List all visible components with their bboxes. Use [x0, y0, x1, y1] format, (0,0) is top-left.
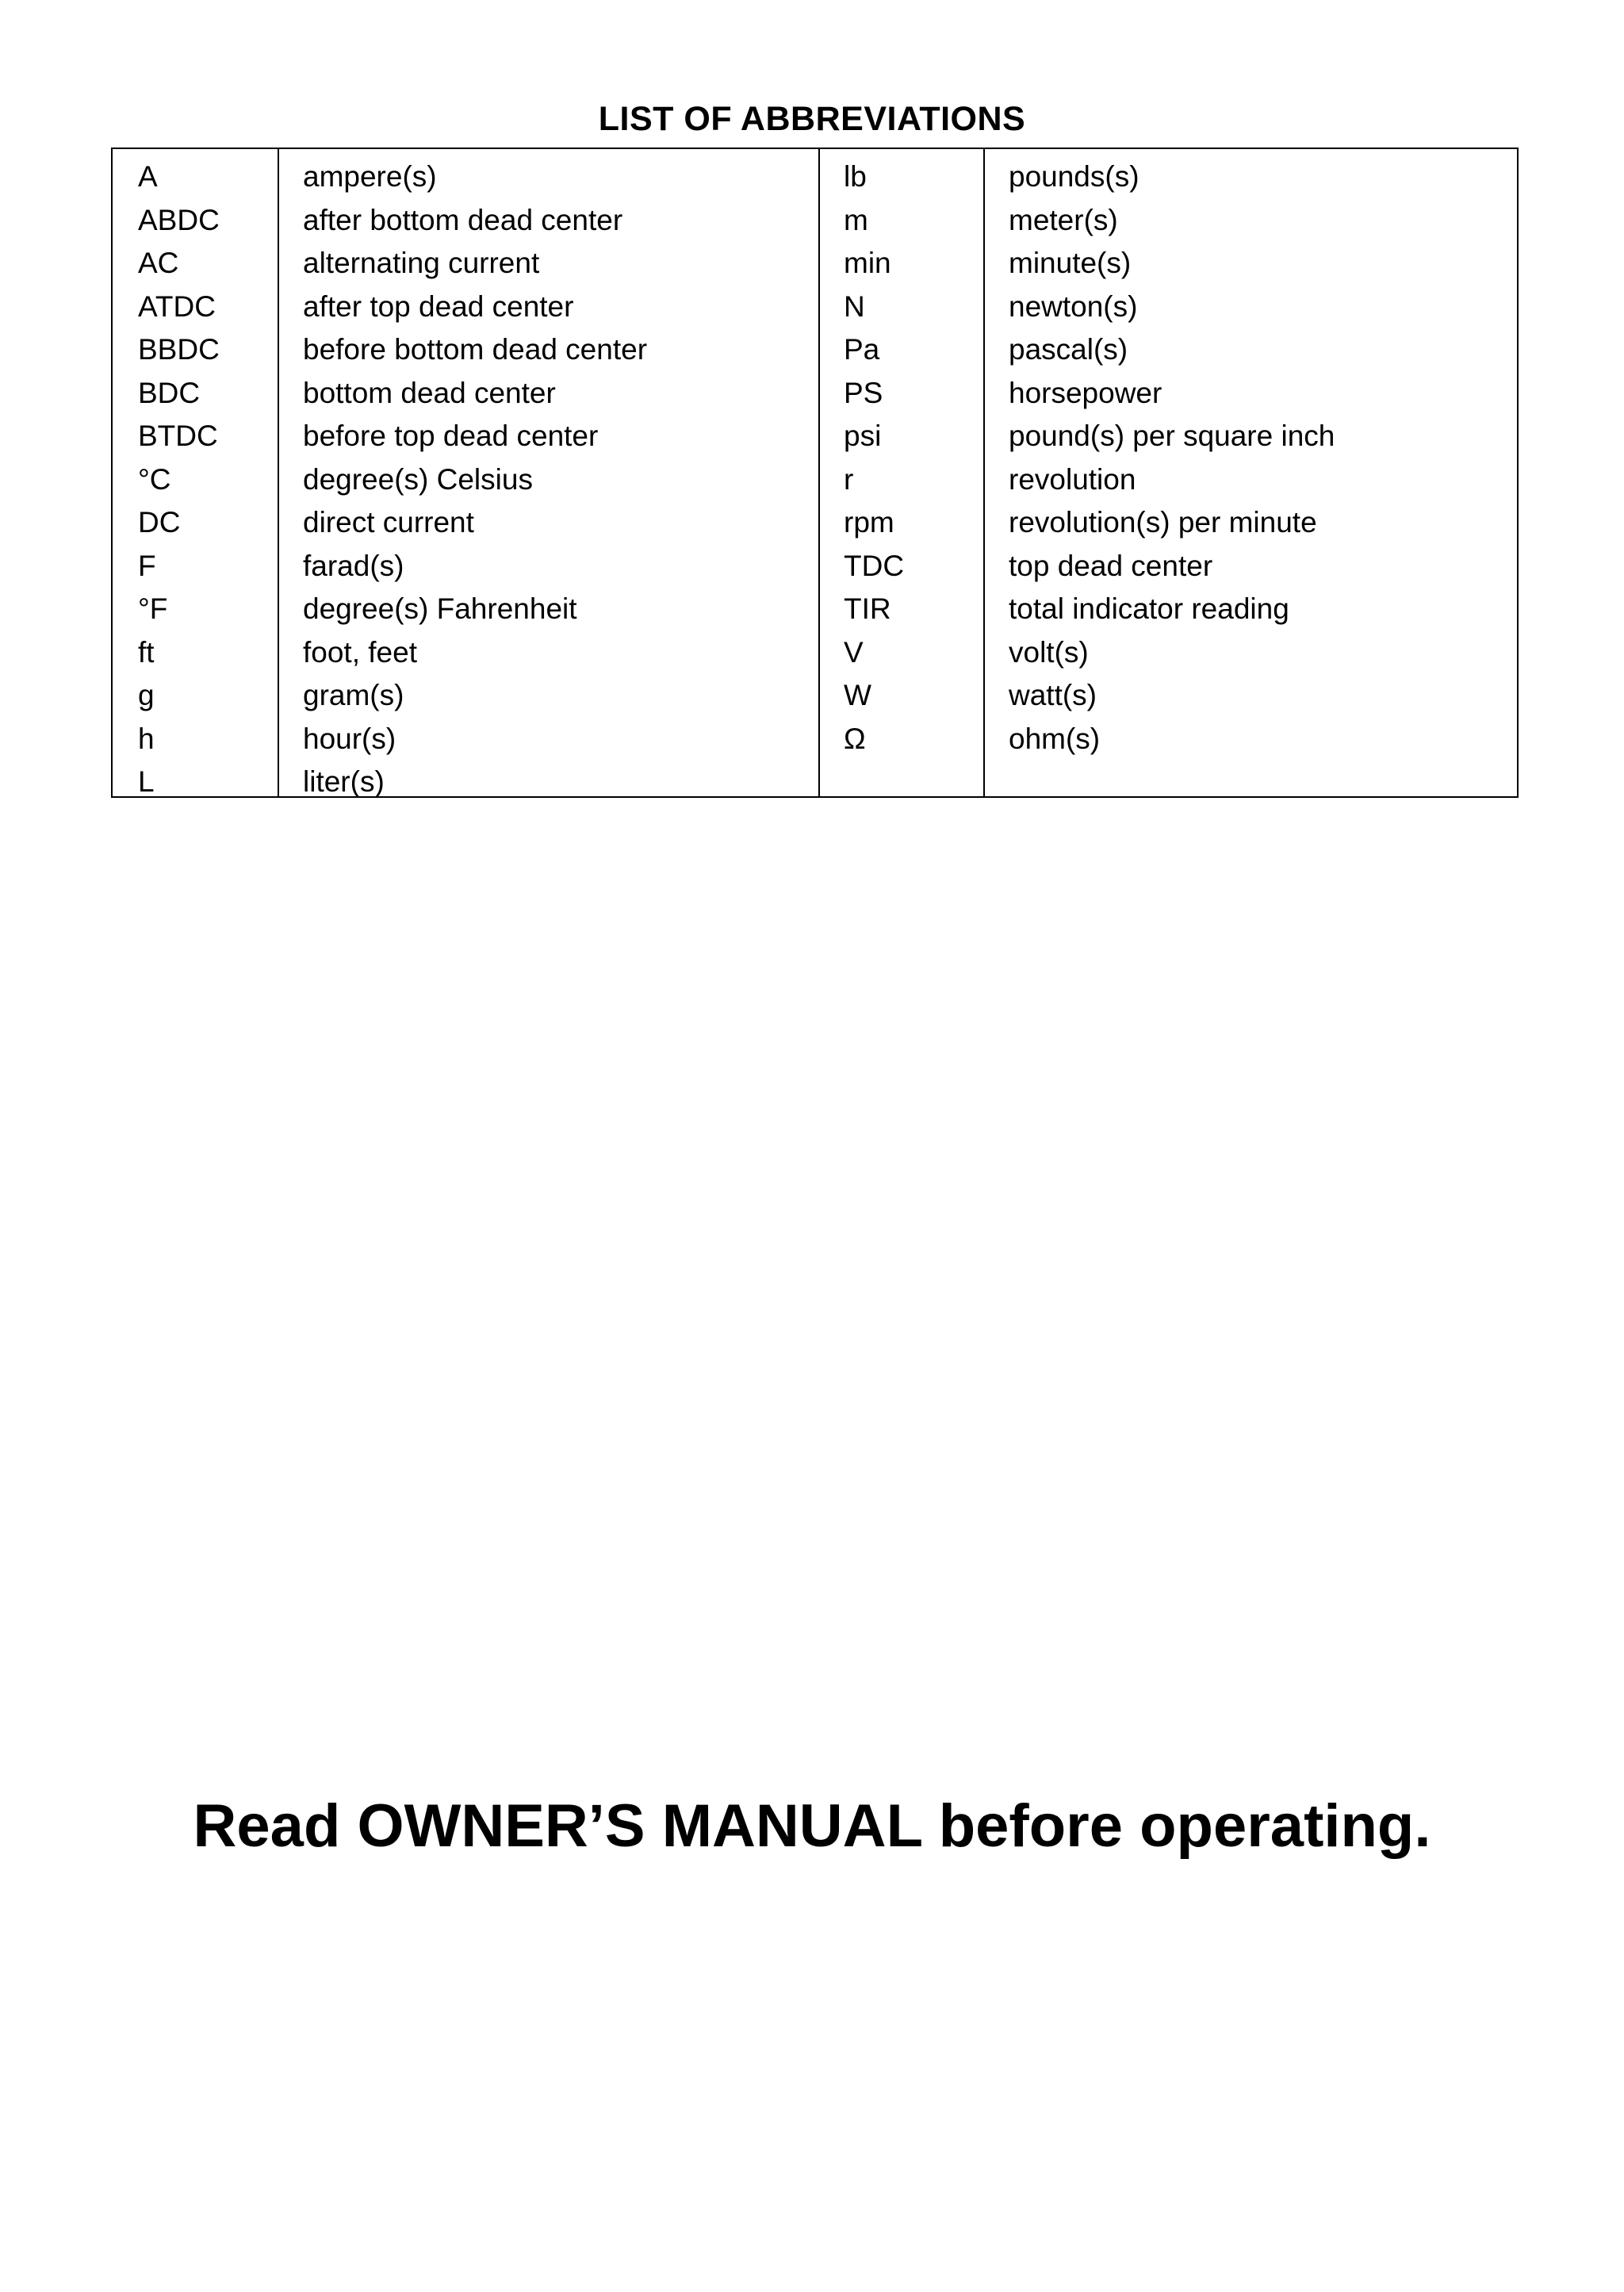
abbreviation-meaning: ohm(s)	[1009, 722, 1101, 755]
abbreviation-meaning: liter(s)	[303, 765, 385, 798]
abbreviation: ATDC	[138, 289, 216, 323]
abbreviation: g	[138, 679, 155, 711]
abbreviation-meaning: revolution	[1009, 462, 1136, 496]
abbreviation: DC	[138, 506, 181, 539]
abbreviation: TDC	[844, 549, 905, 582]
abbreviation-meaning: direct current	[303, 506, 474, 539]
abbreviation-meaning: minute(s)	[1009, 247, 1132, 279]
abbreviation: BTDC	[138, 420, 218, 452]
abbreviation: °F	[138, 592, 168, 625]
abbreviation: m	[844, 203, 868, 236]
abbreviation: AC	[138, 247, 179, 279]
abbreviation: A	[138, 160, 158, 193]
abbreviation: °C	[138, 462, 171, 496]
abbreviation: min	[844, 247, 891, 279]
abbreviation-meaning: ampere(s)	[303, 160, 437, 193]
abbreviation-meaning: pound(s) per square inch	[1009, 420, 1335, 452]
abbreviation-meaning: top dead center	[1009, 549, 1213, 582]
abbreviation: L	[138, 765, 155, 798]
abbreviation-meaning: meter(s)	[1009, 203, 1118, 236]
abbreviation-meaning: volt(s)	[1009, 635, 1089, 669]
abbreviation-meaning: farad(s)	[303, 549, 404, 582]
abbreviation: PS	[844, 376, 883, 409]
abbreviation-meaning: before bottom dead center	[303, 333, 648, 366]
abbreviation-meaning: before top dead center	[303, 420, 599, 452]
abbreviation: Ω	[844, 722, 866, 755]
abbreviation: BBDC	[138, 333, 220, 366]
abbreviation-meaning: pounds(s)	[1009, 160, 1139, 193]
abbreviation-meaning: horsepower	[1009, 376, 1162, 409]
owners-manual-notice: Read OWNER’S MANUAL before operating.	[193, 1792, 1431, 1860]
abbreviation-meaning: watt(s)	[1009, 679, 1097, 711]
abbreviation: F	[138, 549, 156, 582]
left-meaning-column	[303, 155, 810, 804]
abbreviation-meaning: hour(s)	[303, 722, 396, 755]
page-title: LIST OF ABBREVIATIONS	[598, 100, 1026, 138]
abbreviation: ABDC	[138, 203, 220, 236]
abbreviation-meaning: alternating current	[303, 247, 540, 279]
abbreviation: h	[138, 722, 155, 755]
abbreviation-meaning: bottom dead center	[303, 376, 556, 409]
abbreviation-meaning: degree(s) Celsius	[303, 462, 533, 496]
abbreviation-meaning: revolution(s) per minute	[1009, 506, 1317, 539]
right-abbreviation-column	[844, 155, 979, 761]
abbreviation: V	[844, 635, 864, 669]
abbreviation: Pa	[844, 333, 880, 366]
abbreviation: rpm	[844, 506, 894, 539]
abbreviation-meaning: total indicator reading	[1009, 592, 1289, 625]
abbreviation: psi	[844, 420, 882, 452]
right-meaning-column	[1009, 155, 1508, 761]
abbreviation-meaning: pascal(s)	[1009, 333, 1128, 366]
column-divider	[278, 149, 279, 796]
abbreviation: TIR	[844, 592, 891, 625]
abbreviation-meaning: foot, feet	[303, 635, 417, 669]
abbreviation: BDC	[138, 376, 201, 409]
column-divider	[818, 149, 820, 796]
left-abbreviation-column	[138, 155, 273, 804]
column-divider	[983, 149, 985, 796]
abbreviation: lb	[844, 160, 867, 193]
abbreviation: N	[844, 289, 865, 323]
abbreviation: ft	[138, 635, 155, 669]
abbreviation: r	[844, 462, 854, 496]
abbreviations-table	[111, 148, 1519, 798]
abbreviation-meaning: after top dead center	[303, 289, 574, 323]
abbreviation: W	[844, 679, 871, 711]
abbreviation-meaning: gram(s)	[303, 679, 404, 711]
abbreviation-meaning: degree(s) Fahrenheit	[303, 592, 577, 625]
abbreviation-meaning: after bottom dead center	[303, 203, 623, 236]
abbreviation-meaning: newton(s)	[1009, 289, 1138, 323]
